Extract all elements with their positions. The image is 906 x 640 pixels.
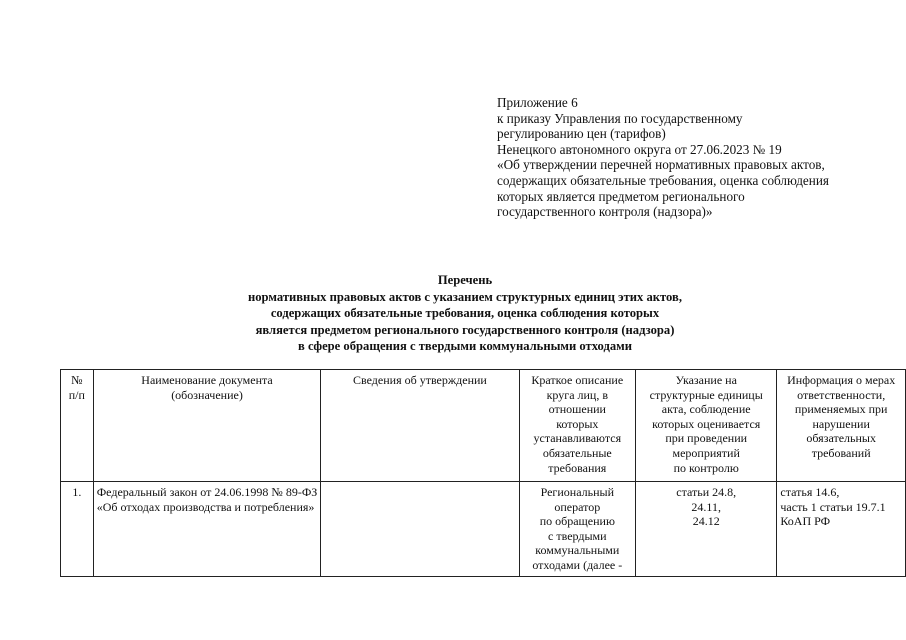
header-text: Информация о мерах — [787, 373, 896, 387]
col-header-structural-units — [636, 370, 777, 482]
cell-text: Федеральный закон от 24.06.1998 № 89-ФЗ — [96, 485, 318, 499]
cell-liability — [777, 482, 906, 577]
cell-text: отходами (далее - — [532, 557, 623, 572]
appendix-line: содержащих обязательные требования, оценка соблюдения — [497, 172, 829, 188]
header-text: при проведении — [665, 431, 748, 446]
appendix-line: Приложение 6 — [497, 95, 578, 110]
appendix-header — [497, 95, 887, 220]
header-text: ответственности, — [797, 387, 886, 402]
header-text: требования — [548, 460, 607, 475]
heading-line: содержащих обязательные требования, оценка соблюдения которых — [270, 306, 660, 321]
header-text: применяемых при — [794, 402, 888, 417]
heading-line: является предметом регионального государственного контроля (надзора) — [255, 322, 675, 337]
header-text: круга лиц, в — [546, 387, 609, 402]
header-text: № — [71, 373, 83, 387]
header-text: (обозначение) — [171, 387, 243, 402]
header-text: Сведения об утверждении — [353, 373, 487, 387]
header-text: нарушении — [812, 416, 870, 431]
header-text: Краткое описание — [531, 373, 624, 387]
appendix-line: Ненецкого автономного округа от 27.06.2023 № 19 — [497, 141, 782, 157]
header-text: отношении — [548, 402, 606, 417]
col-header-document-name — [93, 370, 321, 482]
header-text: требований — [811, 445, 871, 460]
cell-text: часть 1 статьи 19.7.1 — [780, 499, 886, 514]
header-text: Наименование документа — [141, 373, 273, 387]
cell-structural-units — [636, 482, 777, 577]
cell-text: КоАП РФ — [780, 514, 831, 529]
heading-line: нормативных правовых актов с указанием структурных единиц этих актов, — [247, 289, 682, 304]
appendix-line: которых является предметом регионального — [497, 188, 745, 204]
header-text: которых оценивается — [652, 416, 761, 431]
appendix-line: к приказу Управления по государственному — [497, 110, 743, 126]
cell-text: 24.11, — [691, 499, 721, 514]
header-text: обязательных — [806, 431, 876, 446]
cell-text: коммунальными — [535, 543, 620, 558]
header-text: акта, соблюдение — [661, 402, 751, 417]
heading-line: Перечень — [437, 273, 493, 287]
cell-text: статьи 24.8, — [676, 485, 737, 499]
col-header-persons — [519, 370, 635, 482]
col-header-approval — [321, 370, 519, 482]
cell-text: «Об отходах производства и потребления» — [96, 499, 315, 514]
appendix-line: регулированию цен (тарифов) — [497, 126, 666, 142]
cell-approval — [321, 482, 519, 577]
table-header-row — [61, 370, 906, 482]
header-text: обязательные — [542, 445, 612, 460]
header-text: по контролю — [673, 460, 739, 475]
cell-text: оператор — [554, 499, 601, 514]
heading-line: в сфере обращения с твердыми коммунальными отходами — [298, 339, 632, 354]
header-text: устанавливаются — [533, 431, 622, 446]
cell-text: с твердыми — [548, 528, 607, 543]
header-text: п/п — [68, 387, 85, 402]
col-header-liability — [777, 370, 906, 482]
cell-text: Региональный — [540, 485, 614, 499]
cell-text: по обращению — [539, 514, 615, 529]
appendix-line: государственного контроля (надзора)» — [497, 204, 713, 220]
table-row — [61, 482, 906, 577]
header-text: мероприятий — [672, 445, 740, 460]
header-text: которых — [556, 416, 599, 431]
header-text: Указание на — [675, 373, 737, 387]
cell-text: статья 14.6, — [780, 485, 840, 499]
cell-document-name — [93, 482, 321, 577]
appendix-line: «Об утверждении перечней нормативных правовых актов, — [497, 157, 825, 173]
header-text: структурные единицы — [649, 387, 763, 402]
regulation-table — [60, 369, 906, 577]
document-heading — [150, 272, 780, 355]
cell-text: 24.12 — [692, 514, 720, 529]
cell-number: 1. — [61, 482, 94, 577]
col-header-number — [61, 370, 94, 482]
cell-persons — [519, 482, 635, 577]
